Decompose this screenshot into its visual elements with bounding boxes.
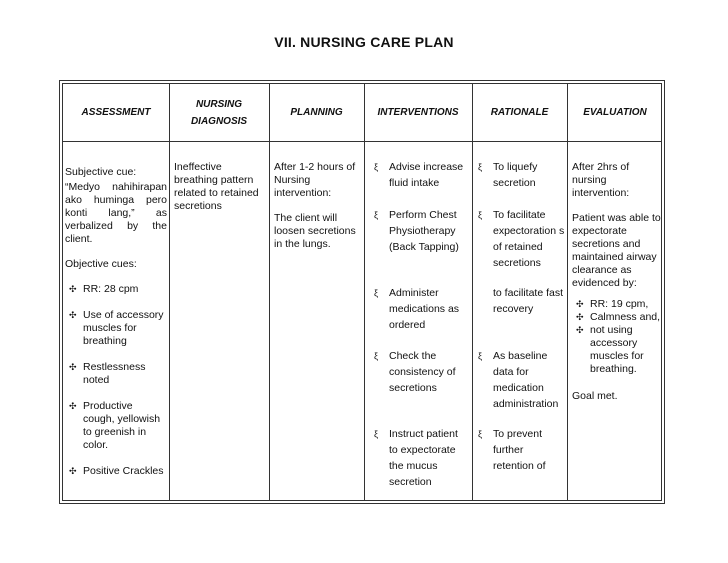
column-divider (169, 84, 170, 500)
bullet-icon: ξ (478, 429, 483, 439)
rationale-item: ξ As baseline data for medication administration (478, 350, 559, 410)
header-rationale: RATIONALE (490, 107, 549, 118)
bullet-icon: ξ (374, 210, 379, 220)
list-item: ✣ Calmness and, (576, 311, 661, 323)
planning-intro: After 1-2 hours of Nursing intervention: (274, 161, 356, 199)
column-divider (269, 84, 270, 500)
objective-label: Objective cues: (65, 258, 137, 270)
bullet-icon: ξ (374, 429, 379, 439)
list-item: ✣ RR: 19 cpm, (576, 298, 649, 310)
intervention-item: ξ Instruct patient to expectorate the mucus secretion (374, 428, 458, 488)
assessment-cell (65, 166, 167, 478)
rationale-item: to facilitate fast recovery (493, 287, 564, 315)
diagnosis-cell: Ineffective breathing pattern related to retained secretions (174, 161, 259, 212)
list-item: ✣ not using accessory muscles for breathing. (576, 324, 644, 375)
column-divider (567, 84, 568, 500)
bullet-icon: ✣ (576, 312, 584, 322)
header-nursing-diagnosis: NURSING DIAGNOSIS (190, 98, 248, 127)
column-divider (472, 84, 473, 500)
rationale-item: ξ To prevent further retention of (478, 428, 546, 472)
list-item: ✣ Restlessness noted (69, 361, 146, 386)
evaluation-intro: After 2hrs of nursing intervention: (572, 161, 630, 199)
column-divider (364, 84, 365, 500)
planning-goal: The client will loosen secretions in the lungs. (274, 212, 356, 250)
bullet-icon: ξ (374, 288, 379, 298)
evaluation-goal: Goal met. (572, 390, 618, 402)
bullet-icon: ✣ (69, 401, 77, 411)
bullet-icon: ξ (478, 162, 483, 172)
bullet-icon: ✣ (69, 362, 77, 372)
bullet-icon: ✣ (69, 466, 77, 476)
list-item: ✣ Use of accessory muscles for breathing (69, 309, 164, 347)
care-plan-table (59, 80, 665, 504)
list-item: ✣ RR: 28 cpm (69, 283, 139, 295)
bullet-icon: ✣ (576, 299, 584, 309)
list-item: ✣ Productive cough, yellowish to greenish in color. (69, 400, 161, 451)
bullet-icon: ξ (478, 351, 483, 361)
subjective-label: Subjective cue: (65, 166, 137, 178)
page-title: VII. NURSING CARE PLAN (274, 34, 454, 50)
header-evaluation: EVALUATION (583, 107, 647, 118)
rationale-item: ξ To liquefy secretion (478, 161, 538, 189)
table-inner-border (62, 83, 662, 501)
evaluation-list (576, 298, 662, 376)
bullet-icon: ξ (478, 210, 483, 220)
header-assessment: ASSESSMENT (81, 107, 151, 118)
header-planning: PLANNING (290, 107, 343, 118)
objective-list (69, 283, 167, 478)
evaluation-body: Patient was able to expectorate secretions and maintained airway clearance as evidenced by: (572, 212, 661, 289)
bullet-icon: ξ (374, 162, 379, 172)
subjective-quote: “Medyo nahihirapan ako huminga pero konti lang,” as verbalized by the client. (65, 181, 167, 245)
list-item: ✣ Positive Crackles (69, 465, 164, 477)
bullet-icon: ✣ (69, 310, 77, 320)
rationale-item: ξ To facilitate expectoration s of retained secretions (478, 209, 565, 269)
intervention-item: ξ Check the consistency of secretions (374, 350, 456, 394)
header-interventions: INTERVENTIONS (377, 107, 459, 118)
header-divider (63, 141, 661, 142)
intervention-item: ξ Administer medications as ordered (374, 287, 460, 331)
bullet-icon: ✣ (576, 325, 584, 335)
intervention-item: ξ Perform Chest Physiotherapy (Back Tapping) (374, 209, 459, 253)
bullet-icon: ξ (374, 351, 379, 361)
bullet-icon: ✣ (69, 284, 77, 294)
evaluation-cell (572, 161, 662, 403)
intervention-item: ξ Advise increase fluid intake (374, 161, 464, 189)
planning-cell (274, 161, 362, 251)
